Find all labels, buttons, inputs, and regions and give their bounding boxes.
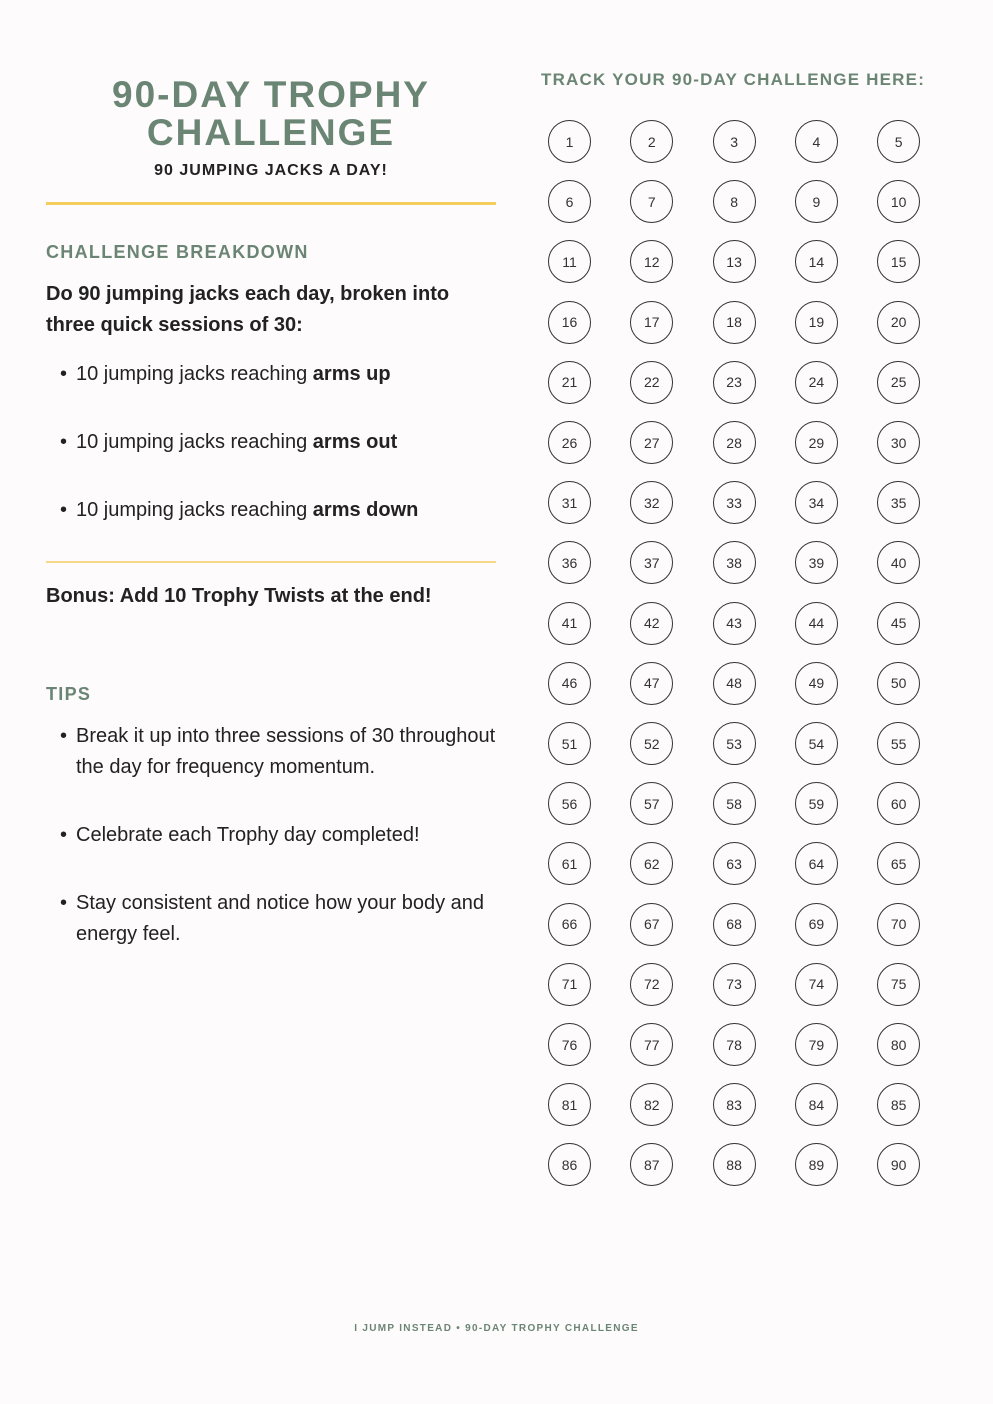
breakdown-heading: CHALLENGE BREAKDOWN: [46, 242, 309, 262]
day-circle-74[interactable]: 74: [795, 963, 838, 1006]
day-circle-30[interactable]: 30: [877, 421, 920, 464]
day-circle-80[interactable]: 80: [877, 1023, 920, 1066]
breakdown-intro: Do 90 jumping jacks each day, broken into three quick sessions of 30:: [46, 283, 450, 336]
page-subtitle: 90 JUMPING JACKS A DAY!: [154, 162, 388, 179]
day-circle-79[interactable]: 79: [795, 1023, 838, 1066]
bonus-divider: [46, 561, 496, 563]
day-circle-17[interactable]: 17: [630, 301, 673, 344]
day-circle-24[interactable]: 24: [795, 361, 838, 404]
tip-text: Celebrate each Trophy day completed!: [76, 824, 420, 846]
day-circle-7[interactable]: 7: [630, 180, 673, 223]
day-circle-86[interactable]: 86: [548, 1143, 591, 1186]
day-circle-48[interactable]: 48: [713, 662, 756, 705]
day-circle-65[interactable]: 65: [877, 842, 920, 885]
day-circle-40[interactable]: 40: [877, 541, 920, 584]
day-circle-45[interactable]: 45: [877, 602, 920, 645]
day-circle-22[interactable]: 22: [630, 361, 673, 404]
day-circle-12[interactable]: 12: [630, 240, 673, 283]
day-circle-2[interactable]: 2: [630, 120, 673, 163]
day-circle-14[interactable]: 14: [795, 240, 838, 283]
day-circle-20[interactable]: 20: [877, 301, 920, 344]
day-circle-88[interactable]: 88: [713, 1143, 756, 1186]
day-circle-43[interactable]: 43: [713, 602, 756, 645]
day-circle-13[interactable]: 13: [713, 240, 756, 283]
breakdown-item-text: [76, 427, 496, 458]
day-circle-6[interactable]: 6: [548, 180, 591, 223]
bullet-dot: •: [60, 824, 68, 846]
day-circle-59[interactable]: 59: [795, 782, 838, 825]
breakdown-item-text: [76, 495, 496, 526]
day-circle-87[interactable]: 87: [630, 1143, 673, 1186]
day-circle-55[interactable]: 55: [877, 722, 920, 765]
day-circle-89[interactable]: 89: [795, 1143, 838, 1186]
day-circle-50[interactable]: 50: [877, 662, 920, 705]
day-circle-46[interactable]: 46: [548, 662, 591, 705]
breakdown-item-prefix: 10 jumping jacks reaching: [76, 431, 313, 453]
day-circle-37[interactable]: 37: [630, 541, 673, 584]
day-circle-77[interactable]: 77: [630, 1023, 673, 1066]
day-circle-67[interactable]: 67: [630, 903, 673, 946]
page-title-line-2: CHALLENGE: [146, 112, 396, 153]
day-circle-41[interactable]: 41: [548, 602, 591, 645]
day-circle-31[interactable]: 31: [548, 481, 591, 524]
day-circle-19[interactable]: 19: [795, 301, 838, 344]
title-divider: [46, 202, 496, 205]
bonus-text: Bonus: Add 10 Trophy Twists at the end!: [46, 585, 432, 607]
day-circle-72[interactable]: 72: [630, 963, 673, 1006]
day-circle-84[interactable]: 84: [795, 1083, 838, 1126]
day-circle-29[interactable]: 29: [795, 421, 838, 464]
breakdown-item-text: [76, 359, 496, 390]
day-circle-66[interactable]: 66: [548, 903, 591, 946]
breakdown-item-prefix: 10 jumping jacks reaching: [76, 499, 313, 521]
day-circle-62[interactable]: 62: [630, 842, 673, 885]
day-circle-8[interactable]: 8: [713, 180, 756, 223]
day-circle-76[interactable]: 76: [548, 1023, 591, 1066]
page-title: [46, 76, 496, 152]
day-circle-35[interactable]: 35: [877, 481, 920, 524]
day-circle-70[interactable]: 70: [877, 903, 920, 946]
day-circle-27[interactable]: 27: [630, 421, 673, 464]
tips-heading: TIPS: [46, 684, 92, 704]
breakdown-item-arms-out: [60, 427, 496, 458]
page-title-line-1: 90-DAY TROPHY: [112, 74, 430, 115]
day-tracker-grid: [548, 120, 928, 1190]
bullet-dot: •: [60, 363, 68, 385]
page-footer: I JUMP INSTEAD • 90-DAY TROPHY CHALLENGE: [354, 1323, 639, 1334]
day-circle-1[interactable]: 1: [548, 120, 591, 163]
day-circle-38[interactable]: 38: [713, 541, 756, 584]
day-circle-36[interactable]: 36: [548, 541, 591, 584]
tip-item: [60, 820, 496, 851]
day-circle-81[interactable]: 81: [548, 1083, 591, 1126]
day-circle-16[interactable]: 16: [548, 301, 591, 344]
day-circle-26[interactable]: 26: [548, 421, 591, 464]
day-circle-85[interactable]: 85: [877, 1083, 920, 1126]
day-circle-28[interactable]: 28: [713, 421, 756, 464]
day-circle-56[interactable]: 56: [548, 782, 591, 825]
day-circle-78[interactable]: 78: [713, 1023, 756, 1066]
day-circle-75[interactable]: 75: [877, 963, 920, 1006]
day-circle-10[interactable]: 10: [877, 180, 920, 223]
day-circle-53[interactable]: 53: [713, 722, 756, 765]
tracker-heading: TRACK YOUR 90-DAY CHALLENGE HERE:: [541, 70, 926, 89]
day-circle-42[interactable]: 42: [630, 602, 673, 645]
tip-item: [60, 721, 496, 783]
day-circle-44[interactable]: 44: [795, 602, 838, 645]
day-circle-9[interactable]: 9: [795, 180, 838, 223]
tip-text: Break it up into three sessions of 30 throughout the day for frequency momentum.: [76, 725, 496, 778]
bullet-dot: •: [60, 892, 68, 914]
day-circle-58[interactable]: 58: [713, 782, 756, 825]
day-circle-57[interactable]: 57: [630, 782, 673, 825]
bullet-dot: •: [60, 499, 68, 521]
day-circle-68[interactable]: 68: [713, 903, 756, 946]
day-circle-3[interactable]: 3: [713, 120, 756, 163]
day-circle-90[interactable]: 90: [877, 1143, 920, 1186]
day-circle-25[interactable]: 25: [877, 361, 920, 404]
tip-item: [60, 888, 496, 950]
day-circle-4[interactable]: 4: [795, 120, 838, 163]
breakdown-item-prefix: 10 jumping jacks reaching: [76, 363, 313, 385]
day-circle-47[interactable]: 47: [630, 662, 673, 705]
day-circle-18[interactable]: 18: [713, 301, 756, 344]
tip-text: Stay consistent and notice how your body and energy feel.: [76, 892, 485, 945]
day-circle-39[interactable]: 39: [795, 541, 838, 584]
bullet-dot: •: [60, 725, 68, 747]
day-circle-71[interactable]: 71: [548, 963, 591, 1006]
breakdown-item-arms-down: [60, 495, 496, 526]
bullet-dot: •: [60, 431, 68, 453]
day-circle-64[interactable]: 64: [795, 842, 838, 885]
day-circle-82[interactable]: 82: [630, 1083, 673, 1126]
day-circle-73[interactable]: 73: [713, 963, 756, 1006]
day-circle-83[interactable]: 83: [713, 1083, 756, 1126]
day-circle-69[interactable]: 69: [795, 903, 838, 946]
breakdown-item-emphasis: arms out: [312, 431, 398, 453]
day-circle-49[interactable]: 49: [795, 662, 838, 705]
day-circle-23[interactable]: 23: [713, 361, 756, 404]
day-circle-32[interactable]: 32: [630, 481, 673, 524]
day-circle-61[interactable]: 61: [548, 842, 591, 885]
day-circle-54[interactable]: 54: [795, 722, 838, 765]
day-circle-60[interactable]: 60: [877, 782, 920, 825]
breakdown-item-arms-up: [60, 359, 496, 390]
breakdown-item-emphasis: arms up: [312, 363, 391, 385]
day-circle-34[interactable]: 34: [795, 481, 838, 524]
day-circle-51[interactable]: 51: [548, 722, 591, 765]
day-circle-63[interactable]: 63: [713, 842, 756, 885]
day-circle-52[interactable]: 52: [630, 722, 673, 765]
day-circle-5[interactable]: 5: [877, 120, 920, 163]
day-circle-21[interactable]: 21: [548, 361, 591, 404]
breakdown-item-emphasis: arms down: [312, 499, 419, 521]
day-circle-33[interactable]: 33: [713, 481, 756, 524]
day-circle-15[interactable]: 15: [877, 240, 920, 283]
day-circle-11[interactable]: 11: [548, 240, 591, 283]
